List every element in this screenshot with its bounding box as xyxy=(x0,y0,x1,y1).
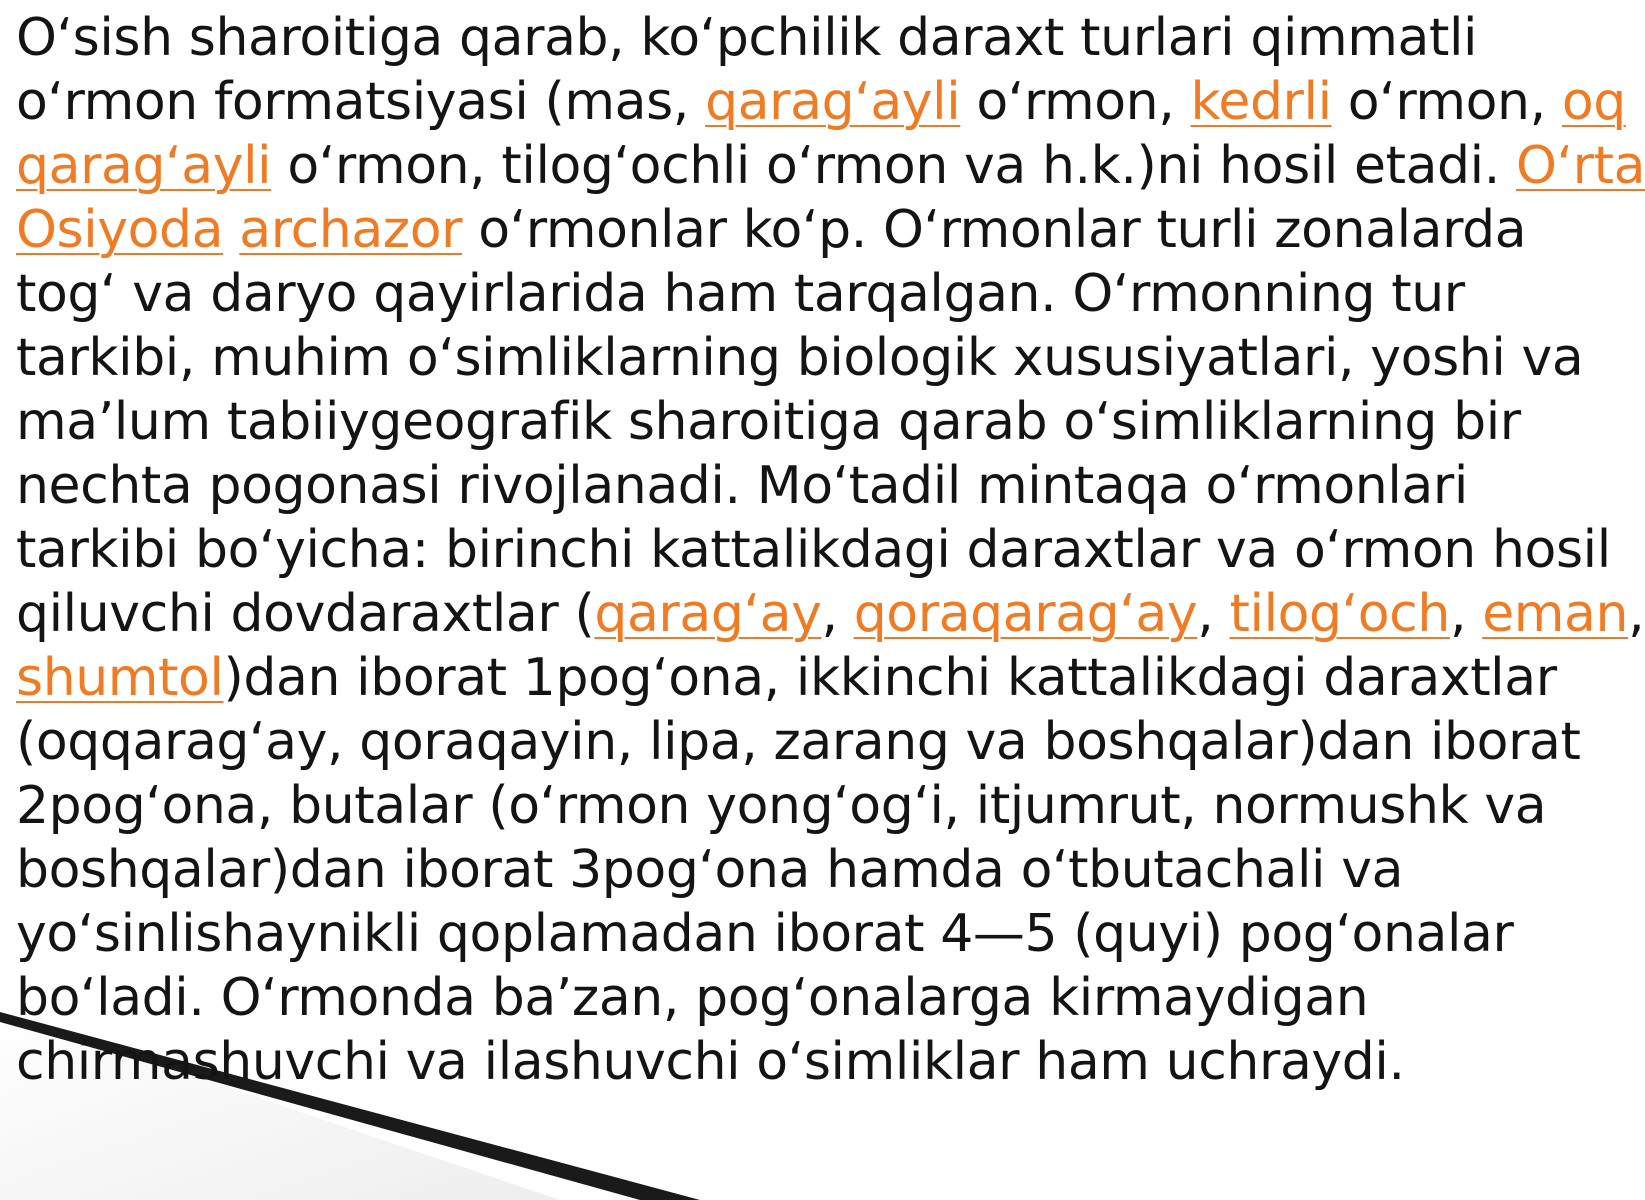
text-line-11 xyxy=(16,646,1586,710)
text-segment: o‘rmon formatsiyasi (mas, xyxy=(16,72,706,132)
text-line-17: chirmashuvchi va ilashuvchi o‘simliklar ham uchraydi. xyxy=(16,1032,1405,1092)
text-segment: , xyxy=(821,584,854,644)
link-eman[interactable]: eman xyxy=(1482,584,1629,644)
text-line-16: bo‘ladi. O‘rmonda ba’zan, pog‘onalarga kirmaydigan xyxy=(16,968,1369,1028)
text-segment: , xyxy=(1197,584,1230,644)
text-segment xyxy=(223,200,239,260)
link-orta-osiyoda[interactable]: O‘rta xyxy=(1515,136,1645,196)
text-segment: o‘rmon, xyxy=(960,72,1191,132)
text-segment: o‘rmonlar ko‘p. O‘rmonlar turli zonalarda xyxy=(462,200,1527,260)
text-line-14: boshqalar)dan iborat 3pog‘ona hamda o‘tbutachali va xyxy=(16,840,1404,900)
text-line-8: nechta pogonasi rivojlanadi. Mo‘tadil mintaqa o‘rmonlari xyxy=(16,456,1468,516)
link-oq-qaragayli-continued[interactable]: qarag‘ayli xyxy=(16,136,272,196)
link-oq-qaragayli[interactable]: oq xyxy=(1561,72,1626,132)
link-qoraqaragay[interactable]: qoraqarag‘ay xyxy=(853,584,1198,644)
text-line-13: 2pog‘ona, butalar (o‘rmon yong‘og‘i, itjumrut, normushk va xyxy=(16,776,1547,836)
text-line-10 xyxy=(16,582,1645,646)
link-qaragayli[interactable]: qarag‘ayli xyxy=(705,72,961,132)
text-line-9: tarkibi bo‘yicha: birinchi kattalikdagi daraxtlar va o‘rmon hosil xyxy=(16,520,1611,580)
text-segment: , xyxy=(1449,584,1483,644)
text-line-3 xyxy=(16,134,1645,198)
text-line-12: (oqqarag‘ay, qoraqayin, lipa, zarang va boshqalar)dan iborat xyxy=(16,712,1581,772)
body-text xyxy=(16,6,1645,1094)
text-segment: o‘rmon, xyxy=(1331,72,1562,132)
text-line-6: tarkibi, muhim o‘simliklarning biologik xususiyatlari, yoshi va xyxy=(16,328,1584,388)
text-segment: , xyxy=(1628,584,1645,644)
link-qaragay[interactable]: qarag‘ay xyxy=(594,584,822,644)
link-archazor[interactable]: archazor xyxy=(239,200,463,260)
text-segment: qiluvchi dovdaraxtlar ( xyxy=(16,584,595,644)
text-line-2 xyxy=(16,70,1626,134)
text-line-1: O‘sish sharoitiga qarab, ko‘pchilik daraxt turlari qimmatli xyxy=(16,8,1478,68)
text-line-15: yo‘sinlishaynikli qoplamadan iborat 4—5 (quyi) pog‘onalar xyxy=(16,904,1514,964)
link-orta-osiyoda-continued[interactable]: Osiyoda xyxy=(16,200,224,260)
link-kedrli[interactable]: kedrli xyxy=(1190,72,1332,132)
link-shumtol[interactable]: shumtol xyxy=(16,648,224,708)
link-tilogoch[interactable]: tilog‘och xyxy=(1229,584,1450,644)
text-line-4 xyxy=(16,198,1586,262)
text-line-7: ma’lum tabiiygeografik sharoitiga qarab o‘simliklarning bir xyxy=(16,392,1521,452)
text-line-5: tog‘ va daryo qayirlarida ham tarqalgan. O‘rmonning tur xyxy=(16,264,1465,324)
text-segment: o‘rmon, tilog‘ochli o‘rmon va h.k.)ni hosil etadi. xyxy=(271,136,1516,196)
text-segment: )dan iborat 1pog‘ona, ikkinchi kattalikdagi daraxtlar xyxy=(223,648,1557,708)
